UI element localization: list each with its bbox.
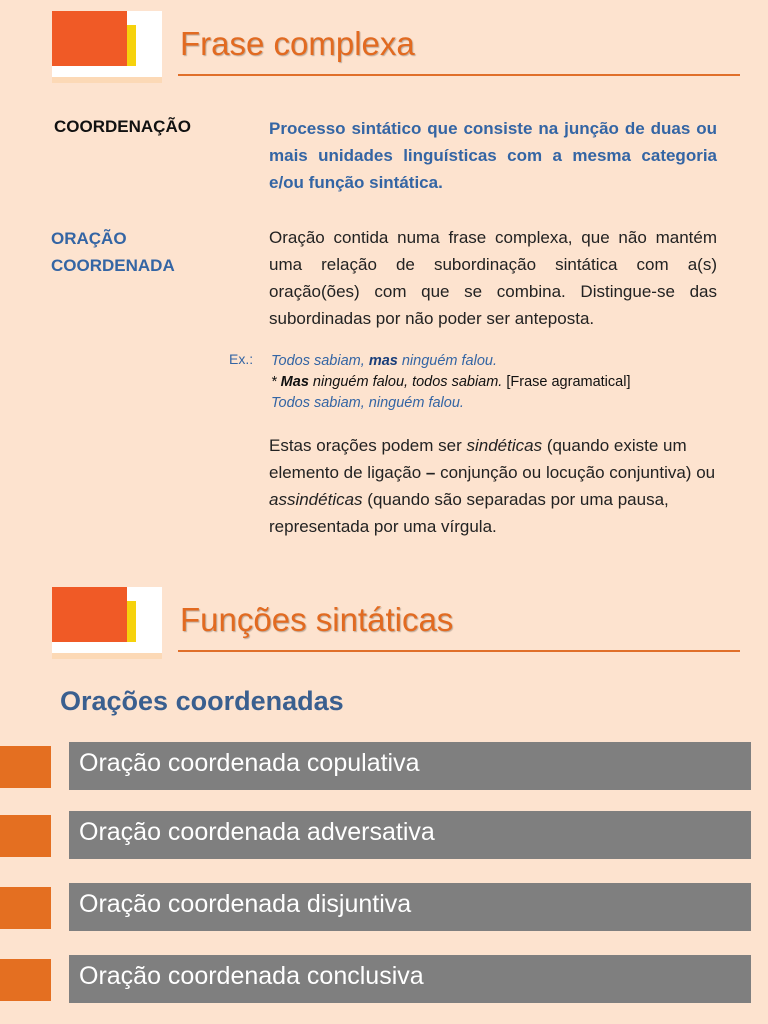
slide-logo-2	[52, 587, 162, 659]
item-bar	[69, 883, 751, 931]
conjunction-types-paragraph: Estas orações podem ser sindéticas (quando existe um elemento de ligação – conjunção ou locução conjuntiva) ou assindéticas (quando são separadas por uma pausa, representada por uma vírgula.	[269, 436, 716, 536]
definition-oracao-coordenada: Oração contida numa frase complexa, que não mantém uma relação de subordinação sintática com a(s) oração(ões) com que se combina. Distingue-se das subordinadas por não poder ser anteposta.	[269, 228, 717, 328]
term-oracao-coordenada: ORAÇÃO COORDENADA	[51, 229, 175, 275]
examples-label: Ex.:	[229, 351, 254, 367]
item-label: Oração coordenada adversativa	[79, 818, 435, 846]
bullet-tab	[0, 959, 51, 1001]
item-bar	[69, 955, 751, 1003]
example-line-3: Todos sabiam, ninguém falou.	[271, 395, 464, 411]
item-label: Oração coordenada disjuntiva	[79, 890, 412, 918]
example-line-1: Todos sabiam, mas ninguém falou.	[271, 353, 497, 369]
item-label: Oração coordenada conclusiva	[79, 962, 424, 990]
item-bar	[69, 742, 751, 790]
list-item	[0, 955, 768, 1005]
section-title-2: Funções sintáticas	[180, 601, 454, 638]
bullet-tab	[0, 746, 51, 788]
bullet-tab	[0, 815, 51, 857]
title-divider	[178, 74, 740, 76]
list-item	[0, 883, 768, 933]
bullet-tab	[0, 887, 51, 929]
list-item	[0, 742, 768, 792]
section-title: Frase complexa	[180, 25, 415, 62]
example-line-2: * Mas ninguém falou, todos sabiam. [Frase agramatical]	[271, 374, 631, 390]
slide-logo	[52, 11, 162, 83]
title-divider-2	[178, 650, 740, 652]
subtitle: Orações coordenadas	[60, 686, 344, 716]
term-coordenacao: COORDENAÇÃO	[54, 117, 191, 136]
item-label: Oração coordenada copulativa	[79, 749, 420, 777]
item-bar	[69, 811, 751, 859]
list-item	[0, 811, 768, 861]
definition-coordenacao: Processo sintático que consiste na junção de duas ou mais unidades linguísticas com a mesma categoria e/ou função sintática.	[269, 119, 717, 192]
